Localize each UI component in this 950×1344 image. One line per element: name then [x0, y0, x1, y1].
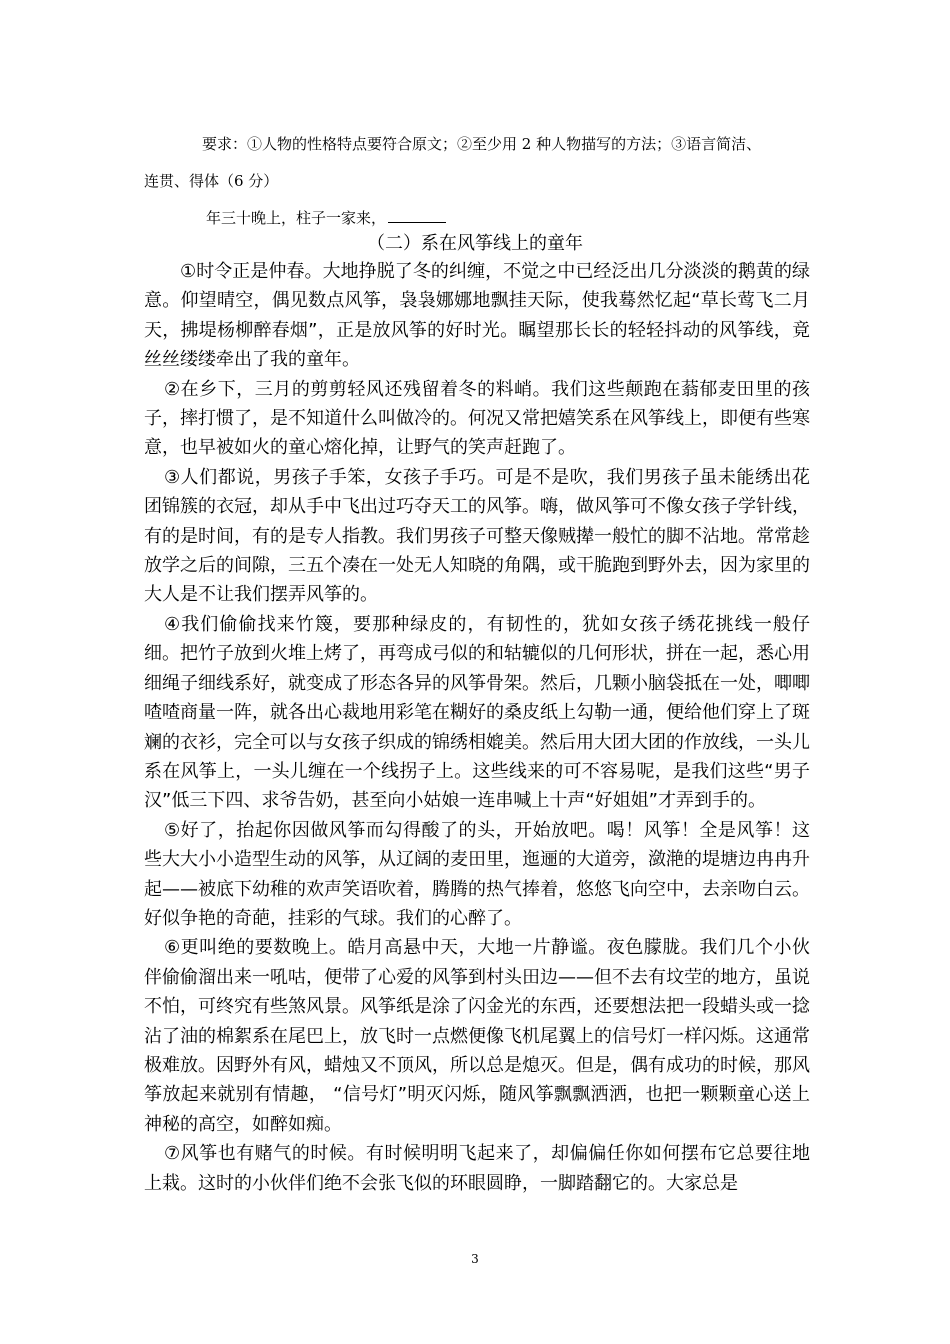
requirements-line-1: 要求：①人物的性格特点要符合原文；②至少用 2 种人物描写的方法；③语言简洁、	[202, 135, 762, 153]
page-number: 3	[471, 1252, 479, 1266]
section-title: （二）系在风筝线上的童年	[367, 233, 583, 254]
paragraph-6: ⑥更叫绝的要数晚上。皓月高悬中天，大地一片静谧。夜色朦胧。我们几个小伙伴偷偷溜出来一吼咕，便带了心爱的风筝到村头田边——但不去有坟茔的地方，虽说不怕，可终究有些煞风景。风筝纸是涂了闪金光的东西，还要想法把一段蜡头或一捻沾了油的棉絮系在尾巴上，放飞时一点燃便像飞机尾翼上的信号灯一样闪烁。这通常极难放。因野外有风，蜡烛又不顶风，所以总是熄灭。但是，偶有成功的时候，那风筝放起来就别有情趣， “信号灯”明灭闪烁，随风筝飘飘洒洒，也把一颗颗童心送上神秘的高空，如醉如痴。	[144, 937, 810, 1135]
paragraph-1: ①时令正是仲春。大地挣脱了冬的纠缠，不觉之中已经泛出几分淡淡的鹅黄的绿意。仰望晴空，偶见数点风筝，袅袅娜娜地飘挂天际，使我蓦然忆起“草长莺飞二月天，拂堤杨柳醉春烟”，正是放风筝的好时光。瞩望那长长的轻轻抖动的风筝线，竟丝丝缕缕牵出了我的童年。	[144, 261, 810, 371]
essay-body	[144, 257, 810, 1198]
paragraph-7: ⑦风筝也有赌气的时候。有时候明明飞起来了，却偏偏任你如何摆布它总要往地上栽。这时的小伙伴们绝不会张飞似的环眼圆睁，一脚踏翻它的。大家总是	[144, 1143, 810, 1194]
paragraph-3: ③人们都说，男孩子手笨，女孩子手巧。可是不是吹，我们男孩子虽未能绣出花团锦簇的衣冠，却从手中飞出过巧夺天工的风筝。嗨，做风筝可不像女孩子学针线，有的是时间，有的是专人指教。我们男孩子可整天像贼撵一般忙的脚不沾地。常常趁放学之后的间隙，三五个凑在一处无人知晓的角隅，或干脆跑到野外去，因为家里的大人是不让我们摆弄风筝的。	[144, 466, 810, 606]
writing-prompt	[206, 206, 446, 230]
paragraph-4: ④我们偷偷找来竹篾，要那种绿皮的，有韧性的，犹如女孩子绣花挑线一般仔细。把竹子放到火堆上烤了，再弯成弓似的和轱辘似的几何形状，拼在一起，悉心用细绳子细线系好，就变成了形态各异的风筝骨架。然后，几颗小脑袋抵在一处，唧唧喳喳商量一阵，就各出心裁地用彩笔在糊好的桑皮纸上勾勒一通，便给他们穿上了斑斓的衣衫，完全可以与女孩子织成的锦绣相媲美。然后用大团大团的作放线，一头儿系在风筝上，一头儿缠在一个线拐子上。这些线来的可不容易呢，是我们这些“男子汉”低三下四、求爷告奶，甚至向小姑娘一连串喊上十声“好姐姐”才弄到手的。	[144, 613, 810, 812]
requirements-line-2: 连贯、得体（6 分）	[144, 172, 279, 190]
paragraph-5: ⑤好了，抬起你因做风筝而勾得酸了的头，开始放吧。喝！风筝！全是风筝！这些大大小小造型生动的风筝，从辽阔的麦田里，迤逦的大道旁，潋滟的堤塘边冉冉升起——被底下幼稚的欢声笑语吹着，腾腾的热气捧着，悠悠飞向空中，去亲吻白云。好似争艳的奇葩，挂彩的气球。我们的心醉了。	[144, 819, 810, 929]
writing-prompt-text: 年三十晚上，柱子一家来，	[206, 209, 387, 227]
paragraph-2: ②在乡下，三月的剪剪轻风还残留着冬的料峭。我们这些颠跑在蓊郁麦田里的孩子，摔打惯了，是不知道什么叫做冷的。何况又常把嬉笑系在风筝线上，即便有些寒意，也早被如火的童心熔化掉，让野气的笑声赶跑了。	[144, 378, 810, 459]
answer-blank[interactable]	[388, 221, 446, 223]
